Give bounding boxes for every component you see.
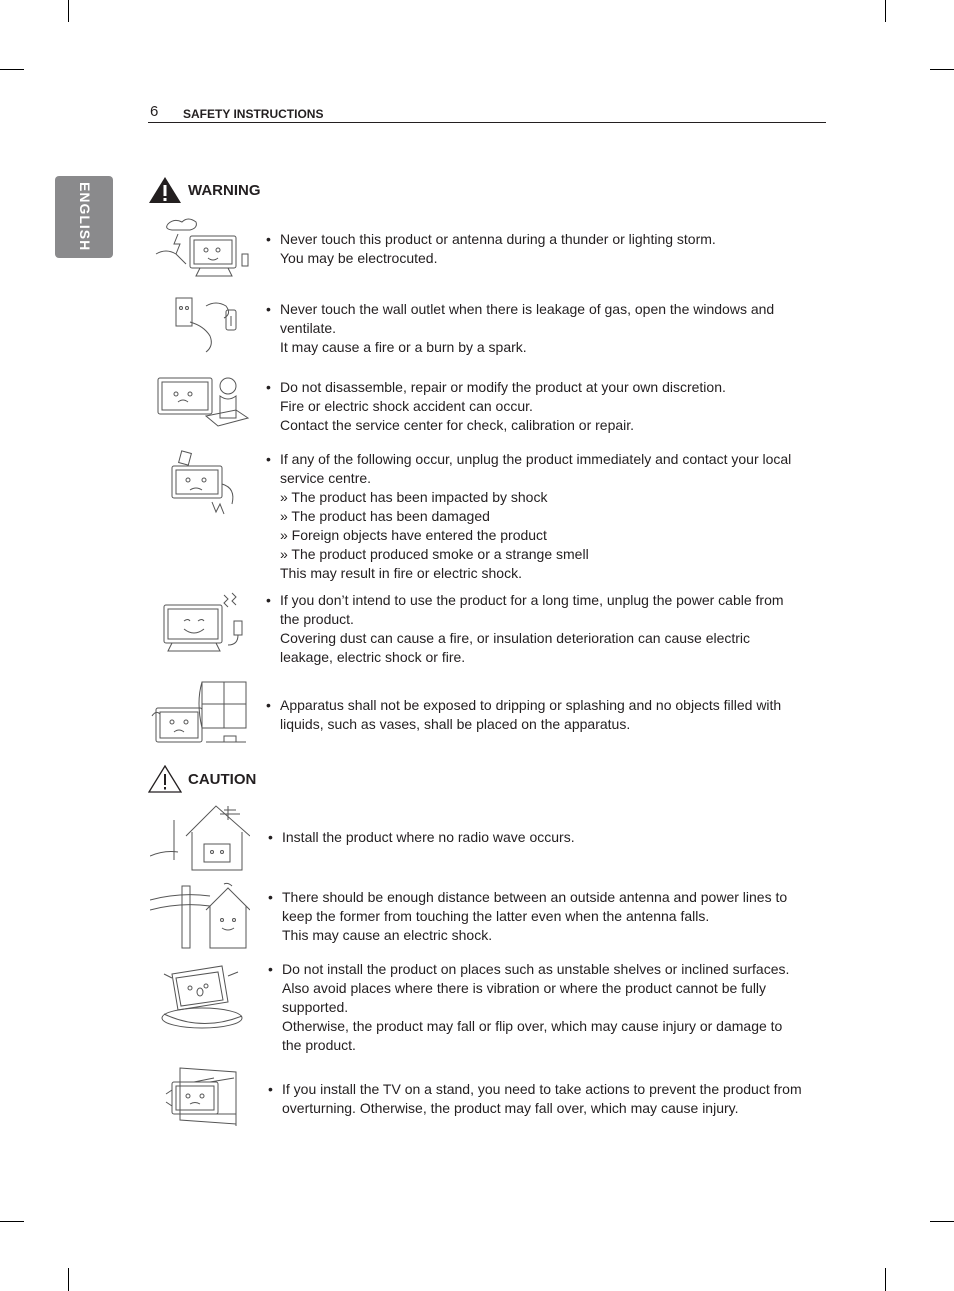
crop-mark [68, 1268, 69, 1291]
text-line: Install the product where no radio wave occurs. [282, 829, 575, 845]
text-line: You may be electrocuted. [280, 250, 438, 266]
crop-mark [0, 1221, 24, 1222]
page-header [148, 100, 826, 123]
section-title: SAFETY INSTRUCTIONS [183, 107, 324, 121]
bullet: • [268, 889, 273, 905]
text-line: It may cause a fire or a burn by a spark. [280, 339, 527, 355]
crop-mark [0, 69, 24, 70]
text-line: Do not install the product on places such as unstable shelves or inclined surfaces. [282, 961, 790, 977]
warning-item [150, 678, 830, 756]
warning-item-text [266, 300, 806, 357]
text-line: Also avoid places where there is vibration or where the product cannot be fully [282, 980, 767, 996]
warning-item-text [266, 450, 806, 583]
bullet: • [268, 829, 273, 845]
warning-item-text [266, 230, 806, 268]
bullet: • [268, 961, 273, 977]
bullet: • [266, 697, 271, 713]
text-line: If any of the following occur, unplug the product immediately and contact your local [280, 451, 792, 467]
crop-mark [930, 1221, 954, 1222]
text-line: the product. [282, 1037, 356, 1053]
caution-item [150, 880, 830, 952]
text-line: Contact the service center for check, calibration or repair. [280, 417, 635, 433]
text-line: the product. [280, 611, 354, 627]
text-line: Never touch this product or antenna during a thunder or lighting storm. [280, 231, 716, 247]
text-line: leakage, electric shock or fire. [280, 649, 466, 665]
tv-unplug-long-time-illustration [150, 591, 250, 661]
text-line: If you don’t intend to use the product for a long time, unplug the power cable from [280, 592, 784, 608]
text-line: supported. [282, 999, 349, 1015]
text-line: This may cause an electric shock. [282, 927, 493, 943]
text-line: » The product produced smoke or a strange smell [280, 546, 589, 562]
text-line: » Foreign objects have entered the product [280, 527, 547, 543]
warning-item [150, 214, 830, 284]
tv-disassemble-illustration [150, 372, 250, 442]
text-line: Do not disassemble, repair or modify the product at your own discretion. [280, 379, 726, 395]
text-line: Covering dust can cause a fire, or insulation deterioration can cause electric [280, 630, 751, 646]
warning-item [150, 372, 830, 442]
bullet: • [266, 592, 271, 608]
tv-impact-unplug-illustration [150, 450, 250, 520]
crop-mark [68, 0, 69, 22]
bullet: • [266, 451, 271, 467]
caution-triangle-icon [148, 765, 182, 793]
text-line: There should be enough distance between an outside antenna and power lines to [282, 889, 788, 905]
text-line: ventilate. [280, 320, 337, 336]
text-line: » The product has been impacted by shock [280, 489, 548, 505]
warning-triangle-icon [148, 176, 182, 204]
text-line: Fire or electric shock accident can occur. [280, 398, 533, 414]
warning-item-text [266, 591, 806, 667]
crop-mark [885, 1268, 886, 1291]
language-tab [55, 176, 113, 258]
bullet: • [268, 1081, 273, 1097]
text-line: This may result in fire or electric shock. [280, 565, 522, 581]
caution-item-text [268, 960, 808, 1055]
tv-unstable-shelf-illustration [150, 960, 250, 1034]
caution-item [150, 800, 830, 874]
language-tab-label: ENGLISH [77, 182, 93, 252]
bullet: • [266, 379, 271, 395]
wall-outlet-gas-leak-illustration [150, 292, 250, 362]
crop-mark [885, 0, 886, 22]
warning-item [150, 292, 830, 362]
caution-item-text [268, 1080, 808, 1118]
bullet: • [266, 301, 271, 317]
tv-stand-anchor-illustration [150, 1064, 250, 1128]
text-line: Never touch the wall outlet when there is leakage of gas, open the windows and [280, 301, 775, 317]
text-line: » The product has been damaged [280, 508, 490, 524]
text-line: keep the former from touching the latter even when the antenna falls. [282, 908, 710, 924]
text-line: Apparatus shall not be exposed to dripping or splashing and no objects filled with [280, 697, 782, 713]
antenna-power-lines-illustration [150, 880, 250, 952]
caution-item-text [268, 828, 808, 847]
warning-item-text [266, 378, 806, 435]
text-line: service centre. [280, 470, 372, 486]
bullet: • [266, 231, 271, 247]
warning-heading [148, 176, 261, 204]
warning-item [150, 591, 830, 671]
crop-mark [930, 69, 954, 70]
caution-item [150, 960, 830, 1060]
caution-item-text [268, 888, 808, 945]
house-radio-wave-illustration [150, 800, 250, 874]
warning-title: WARNING [188, 181, 261, 199]
tv-dripping-water-illustration [150, 678, 250, 754]
caution-title: CAUTION [188, 770, 257, 788]
page-number: 6 [150, 103, 159, 120]
caution-heading [148, 765, 256, 793]
text-line: liquids, such as vases, shall be placed on the apparatus. [280, 716, 631, 732]
tv-lightning-storm-illustration [150, 214, 250, 284]
text-line: Otherwise, the product may fall or flip over, which may cause injury or damage to [282, 1018, 783, 1034]
text-line: If you install the TV on a stand, you need to take actions to prevent the product from [282, 1081, 802, 1097]
warning-item-text [266, 696, 806, 734]
caution-item [150, 1064, 830, 1132]
warning-item [150, 450, 830, 590]
text-line: overturning. Otherwise, the product may fall over, which may cause injury. [282, 1100, 739, 1116]
